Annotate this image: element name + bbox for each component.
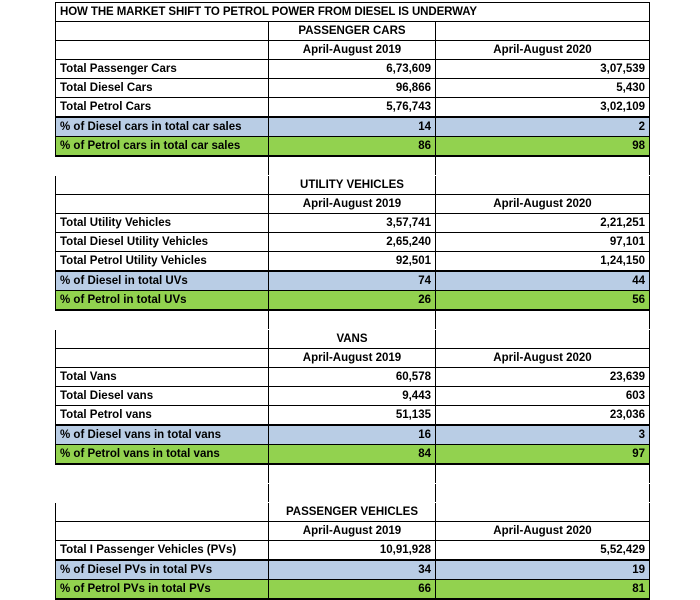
table-row [56,560,650,580]
row-value-2020: 23,036 [436,406,650,426]
section-header-row [56,22,650,41]
table-row [56,291,650,311]
section-header-title: UTILITY VEHICLES [269,176,436,195]
spacer-row [56,310,650,330]
period-header-2020: April-August 2020 [436,41,650,60]
table-row [56,117,650,137]
table-row [56,580,650,600]
section-header-right-pad [436,330,650,349]
row-value-2020: 23,639 [436,368,650,387]
table-row [56,137,650,157]
period-header-2019: April-August 2019 [269,349,436,368]
spacer-row [56,156,650,176]
row-value-2019: 96,866 [269,79,436,98]
spacer-cell [436,464,650,484]
row-value-2019: 2,65,240 [269,233,436,252]
row-label: Total Diesel Cars [56,79,269,98]
row-value-2020: 98 [436,137,650,157]
spacer-row [56,464,650,484]
table-row [56,445,650,465]
spacer-cell [269,156,436,176]
period-header-blank [56,522,269,541]
row-value-2020: 5,430 [436,79,650,98]
period-header-2020: April-August 2020 [436,349,650,368]
row-label: % of Petrol PVs in total PVs [56,580,269,600]
table-row [56,387,650,406]
row-value-2019: 6,73,609 [269,60,436,79]
row-value-2019: 14 [269,117,436,137]
section-header-left-pad [56,176,269,195]
row-value-2019: 74 [269,271,436,291]
section-header-row [56,330,650,349]
row-value-2019: 60,578 [269,368,436,387]
period-header-2019: April-August 2019 [269,195,436,214]
table-body [56,3,650,600]
period-header-row [56,41,650,60]
row-value-2019: 66 [269,580,436,600]
period-header-row [56,522,650,541]
row-value-2020: 2 [436,117,650,137]
row-label: Total Diesel vans [56,387,269,406]
spacer-cell [436,484,650,503]
spacer-cell [56,156,269,176]
section-header-row [56,503,650,522]
period-header-2020: April-August 2020 [436,522,650,541]
spacer-row [56,484,650,503]
row-label: % of Diesel cars in total car sales [56,117,269,137]
row-label: % of Diesel vans in total vans [56,425,269,445]
section-header-title: VANS [269,330,436,349]
row-value-2020: 81 [436,580,650,600]
table-row [56,98,650,118]
row-value-2019: 51,135 [269,406,436,426]
row-value-2019: 26 [269,291,436,311]
period-header-row [56,349,650,368]
row-value-2020: 603 [436,387,650,406]
market-shift-table [55,2,650,600]
table-row [56,271,650,291]
row-value-2020: 3,02,109 [436,98,650,118]
table-row [56,252,650,272]
row-label: Total Petrol vans [56,406,269,426]
row-value-2019: 5,76,743 [269,98,436,118]
row-value-2020: 2,21,251 [436,214,650,233]
section-header-right-pad [436,176,650,195]
row-value-2019: 10,91,928 [269,541,436,561]
period-header-2020: April-August 2020 [436,195,650,214]
row-value-2019: 84 [269,445,436,465]
section-header-left-pad [56,22,269,41]
row-label: Total I Passenger Vehicles (PVs) [56,541,269,561]
row-label: Total Vans [56,368,269,387]
row-value-2020: 3,07,539 [436,60,650,79]
row-label: Total Petrol Cars [56,98,269,118]
table-row [56,425,650,445]
row-label: % of Diesel PVs in total PVs [56,560,269,580]
row-label: Total Passenger Cars [56,60,269,79]
section-header-left-pad [56,330,269,349]
page-title: HOW THE MARKET SHIFT TO PETROL POWER FROM DIESEL IS UNDERWAY [56,3,650,22]
section-header-left-pad [56,503,269,522]
row-label: Total Diesel Utility Vehicles [56,233,269,252]
period-header-2019: April-August 2019 [269,522,436,541]
spacer-cell [436,310,650,330]
spacer-cell [56,484,269,503]
spacer-cell [269,310,436,330]
row-value-2020: 56 [436,291,650,311]
row-value-2019: 16 [269,425,436,445]
title-row [56,3,650,22]
table-row [56,406,650,426]
spacer-cell [436,156,650,176]
period-header-blank [56,349,269,368]
spacer-cell [269,464,436,484]
period-header-row [56,195,650,214]
section-header-right-pad [436,503,650,522]
row-value-2020: 44 [436,271,650,291]
row-value-2020: 19 [436,560,650,580]
table-row [56,368,650,387]
table-row [56,541,650,561]
data-table-wrapper [55,2,649,600]
table-row [56,214,650,233]
row-value-2020: 97 [436,445,650,465]
spacer-cell [56,464,269,484]
row-value-2019: 9,443 [269,387,436,406]
row-value-2020: 3 [436,425,650,445]
row-label: % of Petrol in total UVs [56,291,269,311]
period-header-blank [56,195,269,214]
row-value-2019: 3,57,741 [269,214,436,233]
table-row [56,60,650,79]
table-row [56,79,650,98]
row-label: % of Petrol vans in total vans [56,445,269,465]
spacer-cell [56,310,269,330]
row-label: Total Utility Vehicles [56,214,269,233]
spacer-cell [269,484,436,503]
row-value-2020: 97,101 [436,233,650,252]
period-header-2019: April-August 2019 [269,41,436,60]
section-header-row [56,176,650,195]
row-label: % of Diesel in total UVs [56,271,269,291]
row-value-2019: 34 [269,560,436,580]
section-header-title: PASSENGER CARS [269,22,436,41]
period-header-blank [56,41,269,60]
row-label: Total Petrol Utility Vehicles [56,252,269,272]
section-header-right-pad [436,22,650,41]
row-value-2019: 86 [269,137,436,157]
row-value-2019: 92,501 [269,252,436,272]
section-header-title: PASSENGER VEHICLES [269,503,436,522]
row-value-2020: 1,24,150 [436,252,650,272]
table-row [56,233,650,252]
row-label: % of Petrol cars in total car sales [56,137,269,157]
row-value-2020: 5,52,429 [436,541,650,561]
